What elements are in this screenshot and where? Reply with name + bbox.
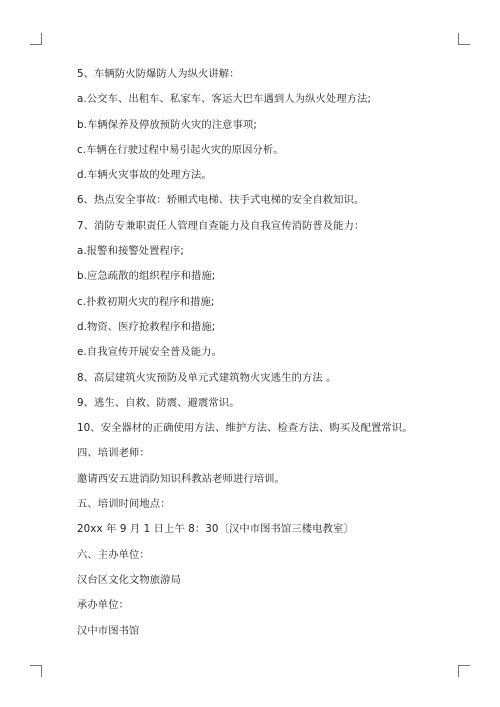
- section-heading-time-place: 五、培训时间地点：: [77, 498, 171, 511]
- list-item-self-publicity: e.自我宣传开展安全普及能力。: [77, 346, 222, 359]
- time-place-text: 20xx 年 9 月 1 日上午 8：30〔汉中市图书馆三楼电教室〕: [77, 523, 354, 536]
- list-item-high-rise-escape: 8、高层建筑火灾预防及单元式建筑物火灾逃生的方法 。: [77, 371, 337, 384]
- organizer-text: 汉台区文化文物旅游局: [77, 573, 181, 586]
- crop-mark-top-left: [30, 33, 42, 45]
- section-heading-organizer: 六、主办单位：: [77, 548, 150, 561]
- crop-mark-bottom-right: [458, 665, 470, 677]
- list-item-vehicle-fire-heading: 5、车辆防火防爆防人为纵火讲解：: [77, 68, 240, 80]
- trainer-text: 邀请西安五进消防知识科教站老师进行培训。: [77, 472, 285, 485]
- crop-mark-top-right: [458, 33, 470, 45]
- list-item-fire-manager-ability: 7、消防专兼职责任人管理自查能力及自我宣传消防普及能力：: [77, 219, 365, 232]
- list-item-vehicle-arson-handling: a.公交车、出租车、私家车、客运大巴车遇到人为纵火处理方法;: [77, 93, 372, 106]
- document-body: [77, 68, 417, 650]
- list-item-medical-rescue: d.物资、医疗抢救程序和措施;: [77, 320, 216, 333]
- list-item-initial-fire-fighting: c.扑救初期火灾的程序和措施;: [77, 295, 215, 308]
- list-item-vehicle-fire-accident: d.车辆火灾事故的处理方法。: [77, 169, 212, 182]
- list-item-alarm-procedure: a.报警和接警处置程序;: [77, 245, 184, 258]
- section-heading-trainer: 四、培训老师：: [77, 447, 150, 460]
- list-item-safety-equipment: 10、安全器材的正确使用方法、维护方法、检查方法、购买及配置常识。: [77, 422, 413, 435]
- co-organizer-heading: 承办单位：: [77, 599, 129, 612]
- co-organizer-text: 汉中市图书馆: [77, 624, 140, 637]
- list-item-elevator-safety: 6、热点安全事故：轿厢式电梯、扶手式电梯的安全自救知识。: [77, 194, 365, 207]
- list-item-vehicle-fire-causes: c.车辆在行驶过程中易引起火灾的原因分析。: [77, 143, 284, 156]
- crop-mark-bottom-left: [30, 665, 42, 677]
- list-item-evacuation: b.应急疏散的组织程序和措施;: [77, 270, 216, 283]
- list-item-vehicle-maintenance: b.车辆保养及停放预防火灾的注意事项;: [77, 118, 257, 131]
- list-item-escape-knowledge: 9、逃生、自救、防震、避震常识。: [77, 396, 240, 409]
